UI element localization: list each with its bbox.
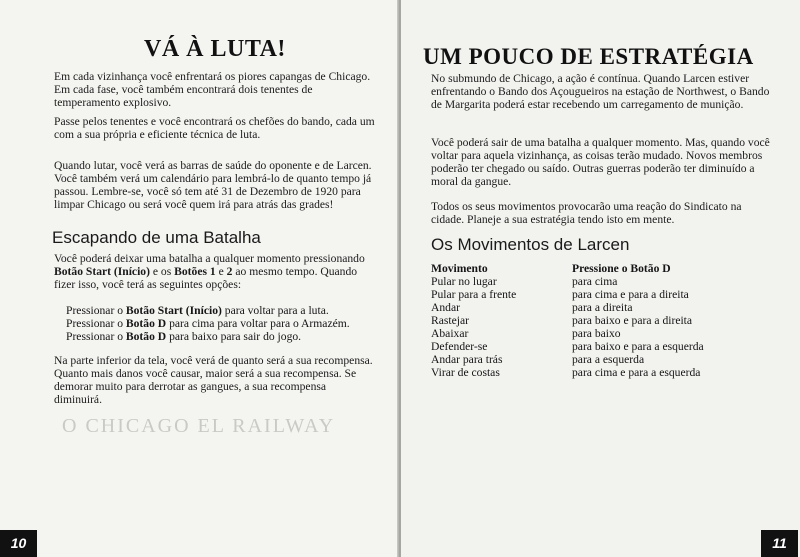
escape-option: Pressionar o Botão D para baixo para sair do jogo. xyxy=(66,330,302,343)
move-name: Andar para trás xyxy=(431,353,503,366)
buttons-column xyxy=(572,262,704,379)
paragraph-reward: Na parte inferior da tela, você verá de quanto será a sua recompensa. Quanto mais danos você causar, maior será a sua recompensa. Se demorar muito para derrotar as gangues, a sua recompensa diminuirá. xyxy=(54,354,373,406)
paragraph-return: Você poderá sair de uma batalha a qualquer momento. Mas, quando você voltar para aquela vizinhança, as coisas terão mudado. Novos membros poderão ter chegado ou saído. Outras guerras poderão ter diminuído a moral da gangue. xyxy=(431,136,770,188)
button-direction: para baixo e para a esquerda xyxy=(572,340,704,353)
button-direction: para cima xyxy=(572,275,618,288)
button-direction: para a direita xyxy=(572,301,633,314)
escape-text-c: e os xyxy=(152,265,172,278)
paragraph-intro: Em cada vizinhança você enfrentará os piores capangas de Chicago. Em cada fase, você também encontrará dois tenentes de temperamento explosivo. xyxy=(54,70,371,109)
escape-text-e: e xyxy=(218,265,224,278)
move-name: Pular no lugar xyxy=(431,275,497,288)
right-page xyxy=(401,0,800,557)
paragraph-health-bars: Quando lutar, você verá as barras de saúde do oponente e de Larcen. Você também verá um calendário para lembrá-lo de quanto tempo já passou. Lembre-se, você só tem até 31 de Dezembro de 1920 para limpar Chicago ou será você quem irá para atrás das grades! xyxy=(54,159,372,211)
escape-start-button: Botão Start (Início) xyxy=(54,265,150,278)
escape-text-g: ao mesmo tempo. Quando fizer isso, você terá as seguintes opções: xyxy=(54,265,358,291)
moves-column xyxy=(431,262,516,379)
paragraph-underworld: No submundo de Chicago, a ação é contínua. Quando Larcen estiver enfrentando o Bando dos Açougueiros na estação de Northwest, o Bando de Margarita poderá estar recebendo um carregamento de munição. xyxy=(431,72,770,111)
move-name: Abaixar xyxy=(431,327,469,340)
section-title-escape: Escapando de uma Batalha xyxy=(52,228,261,247)
buttons-column-header: Pressione o Botão D xyxy=(572,262,671,275)
escape-options-list xyxy=(66,304,350,343)
move-name: Defender-se xyxy=(431,340,488,353)
paragraph-syndicate: Todos os seus movimentos provocarão uma reação do Sindicato na cidade. Planeje a sua estratégia tendo isto em mente. xyxy=(431,200,742,226)
button-direction: para cima e para a direita xyxy=(572,288,689,301)
escape-option: Pressionar o Botão Start (Início) para voltar para a luta. xyxy=(66,304,329,317)
section-title-moves: Os Movimentos de Larcen xyxy=(431,235,630,254)
moves-column-header: Movimento xyxy=(431,262,488,275)
page-number-left: 10 xyxy=(0,530,37,557)
left-page xyxy=(0,0,399,557)
page-number-right: 11 xyxy=(761,530,798,557)
move-name: Pular para a frente xyxy=(431,288,517,301)
paragraph-escape xyxy=(54,252,376,291)
escape-buttons-1: Botões 1 xyxy=(174,265,216,278)
move-name: Rastejar xyxy=(431,314,469,327)
escape-option: Pressionar o Botão D para cima para voltar para o Armazém. xyxy=(66,317,350,330)
move-name: Virar de costas xyxy=(431,366,500,379)
button-direction: para cima e para a esquerda xyxy=(572,366,701,379)
paragraph-lieutenants: Passe pelos tenentes e você encontrará os chefões do bando, cada um com a sua própria e eficiente técnica de luta. xyxy=(54,115,375,141)
move-name: Andar xyxy=(431,301,460,314)
bleed-through-text: O CHICAGO EL RAILWAY xyxy=(62,415,336,437)
page-title-strategy: UM POUCO DE ESTRATÉGIA xyxy=(423,44,754,69)
button-direction: para a esquerda xyxy=(572,353,645,366)
escape-text-a: Você poderá deixar uma batalha a qualquer momento pressionando xyxy=(54,252,365,265)
button-direction: para baixo e para a direita xyxy=(572,314,693,327)
button-direction: para baixo xyxy=(572,327,621,340)
escape-button-2: 2 xyxy=(226,265,233,278)
page-title: VÁ À LUTA! xyxy=(144,36,286,62)
